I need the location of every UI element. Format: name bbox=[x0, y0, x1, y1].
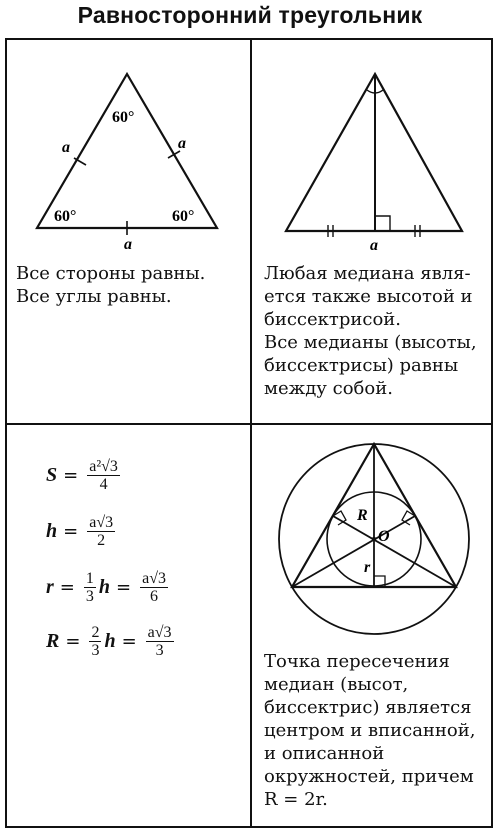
label-r: r bbox=[364, 559, 371, 576]
center-point bbox=[372, 537, 376, 541]
text-line: медиан (высот, bbox=[264, 674, 409, 695]
text-line: Все углы равны. bbox=[16, 286, 172, 307]
text-line: ется также высотой и bbox=[264, 286, 473, 307]
row-divider bbox=[5, 423, 493, 425]
label-O: O bbox=[378, 528, 390, 545]
text-line: Все медианы (высоты, bbox=[264, 332, 477, 353]
text-line: биссектрисой. bbox=[264, 309, 402, 330]
text-line: между собой. bbox=[264, 378, 393, 399]
text-medians bbox=[264, 262, 492, 400]
label-R: R bbox=[357, 507, 368, 524]
text-line: биссектрис) является bbox=[264, 697, 472, 718]
figure-circles bbox=[250, 430, 500, 650]
tick-right bbox=[168, 151, 180, 158]
text-line: R = 2r. bbox=[264, 789, 328, 810]
formula-inradius: r = $\frac{1}{3}$ h = $\frac{a√3}{6}$ bbox=[46, 570, 166, 605]
median-left bbox=[292, 516, 415, 587]
right-angle-mark bbox=[375, 216, 390, 231]
formula-area: S = $\frac{\text{a²√3}}{4}$ bbox=[46, 458, 118, 493]
side-left-label: a bbox=[62, 139, 70, 156]
text-line: Точка пересечения bbox=[264, 651, 450, 672]
side-bottom-label: a bbox=[124, 236, 132, 253]
angle-left-label: 60° bbox=[54, 208, 77, 225]
base-label: a bbox=[370, 237, 378, 254]
formula-circumradius: R = $\frac{2}{3}$ h = $\frac{a√3}{3}$ bbox=[46, 624, 172, 659]
median-right bbox=[333, 516, 456, 587]
angle-right-label: 60° bbox=[172, 208, 195, 225]
text-centers bbox=[264, 650, 492, 811]
angle-top-label: 60° bbox=[112, 109, 135, 126]
text-sides-angles bbox=[16, 262, 241, 308]
text-line: Любая медиана явля- bbox=[264, 263, 471, 284]
figure-median-height bbox=[250, 38, 500, 298]
text-line: и описанной bbox=[264, 743, 385, 764]
text-line: центром и вписанной, bbox=[264, 720, 476, 741]
side-right-label: a bbox=[178, 135, 186, 152]
page-title: Равносторонний треугольник bbox=[77, 2, 423, 28]
text-line: Все стороны равны. bbox=[16, 263, 206, 284]
text-line: биссектрисы) равны bbox=[264, 355, 459, 376]
figure-equilateral-angles bbox=[0, 38, 250, 298]
formula-height: h = $\frac{a√3}{2}$ bbox=[46, 514, 114, 549]
text-line: окружностей, причем bbox=[264, 766, 474, 787]
